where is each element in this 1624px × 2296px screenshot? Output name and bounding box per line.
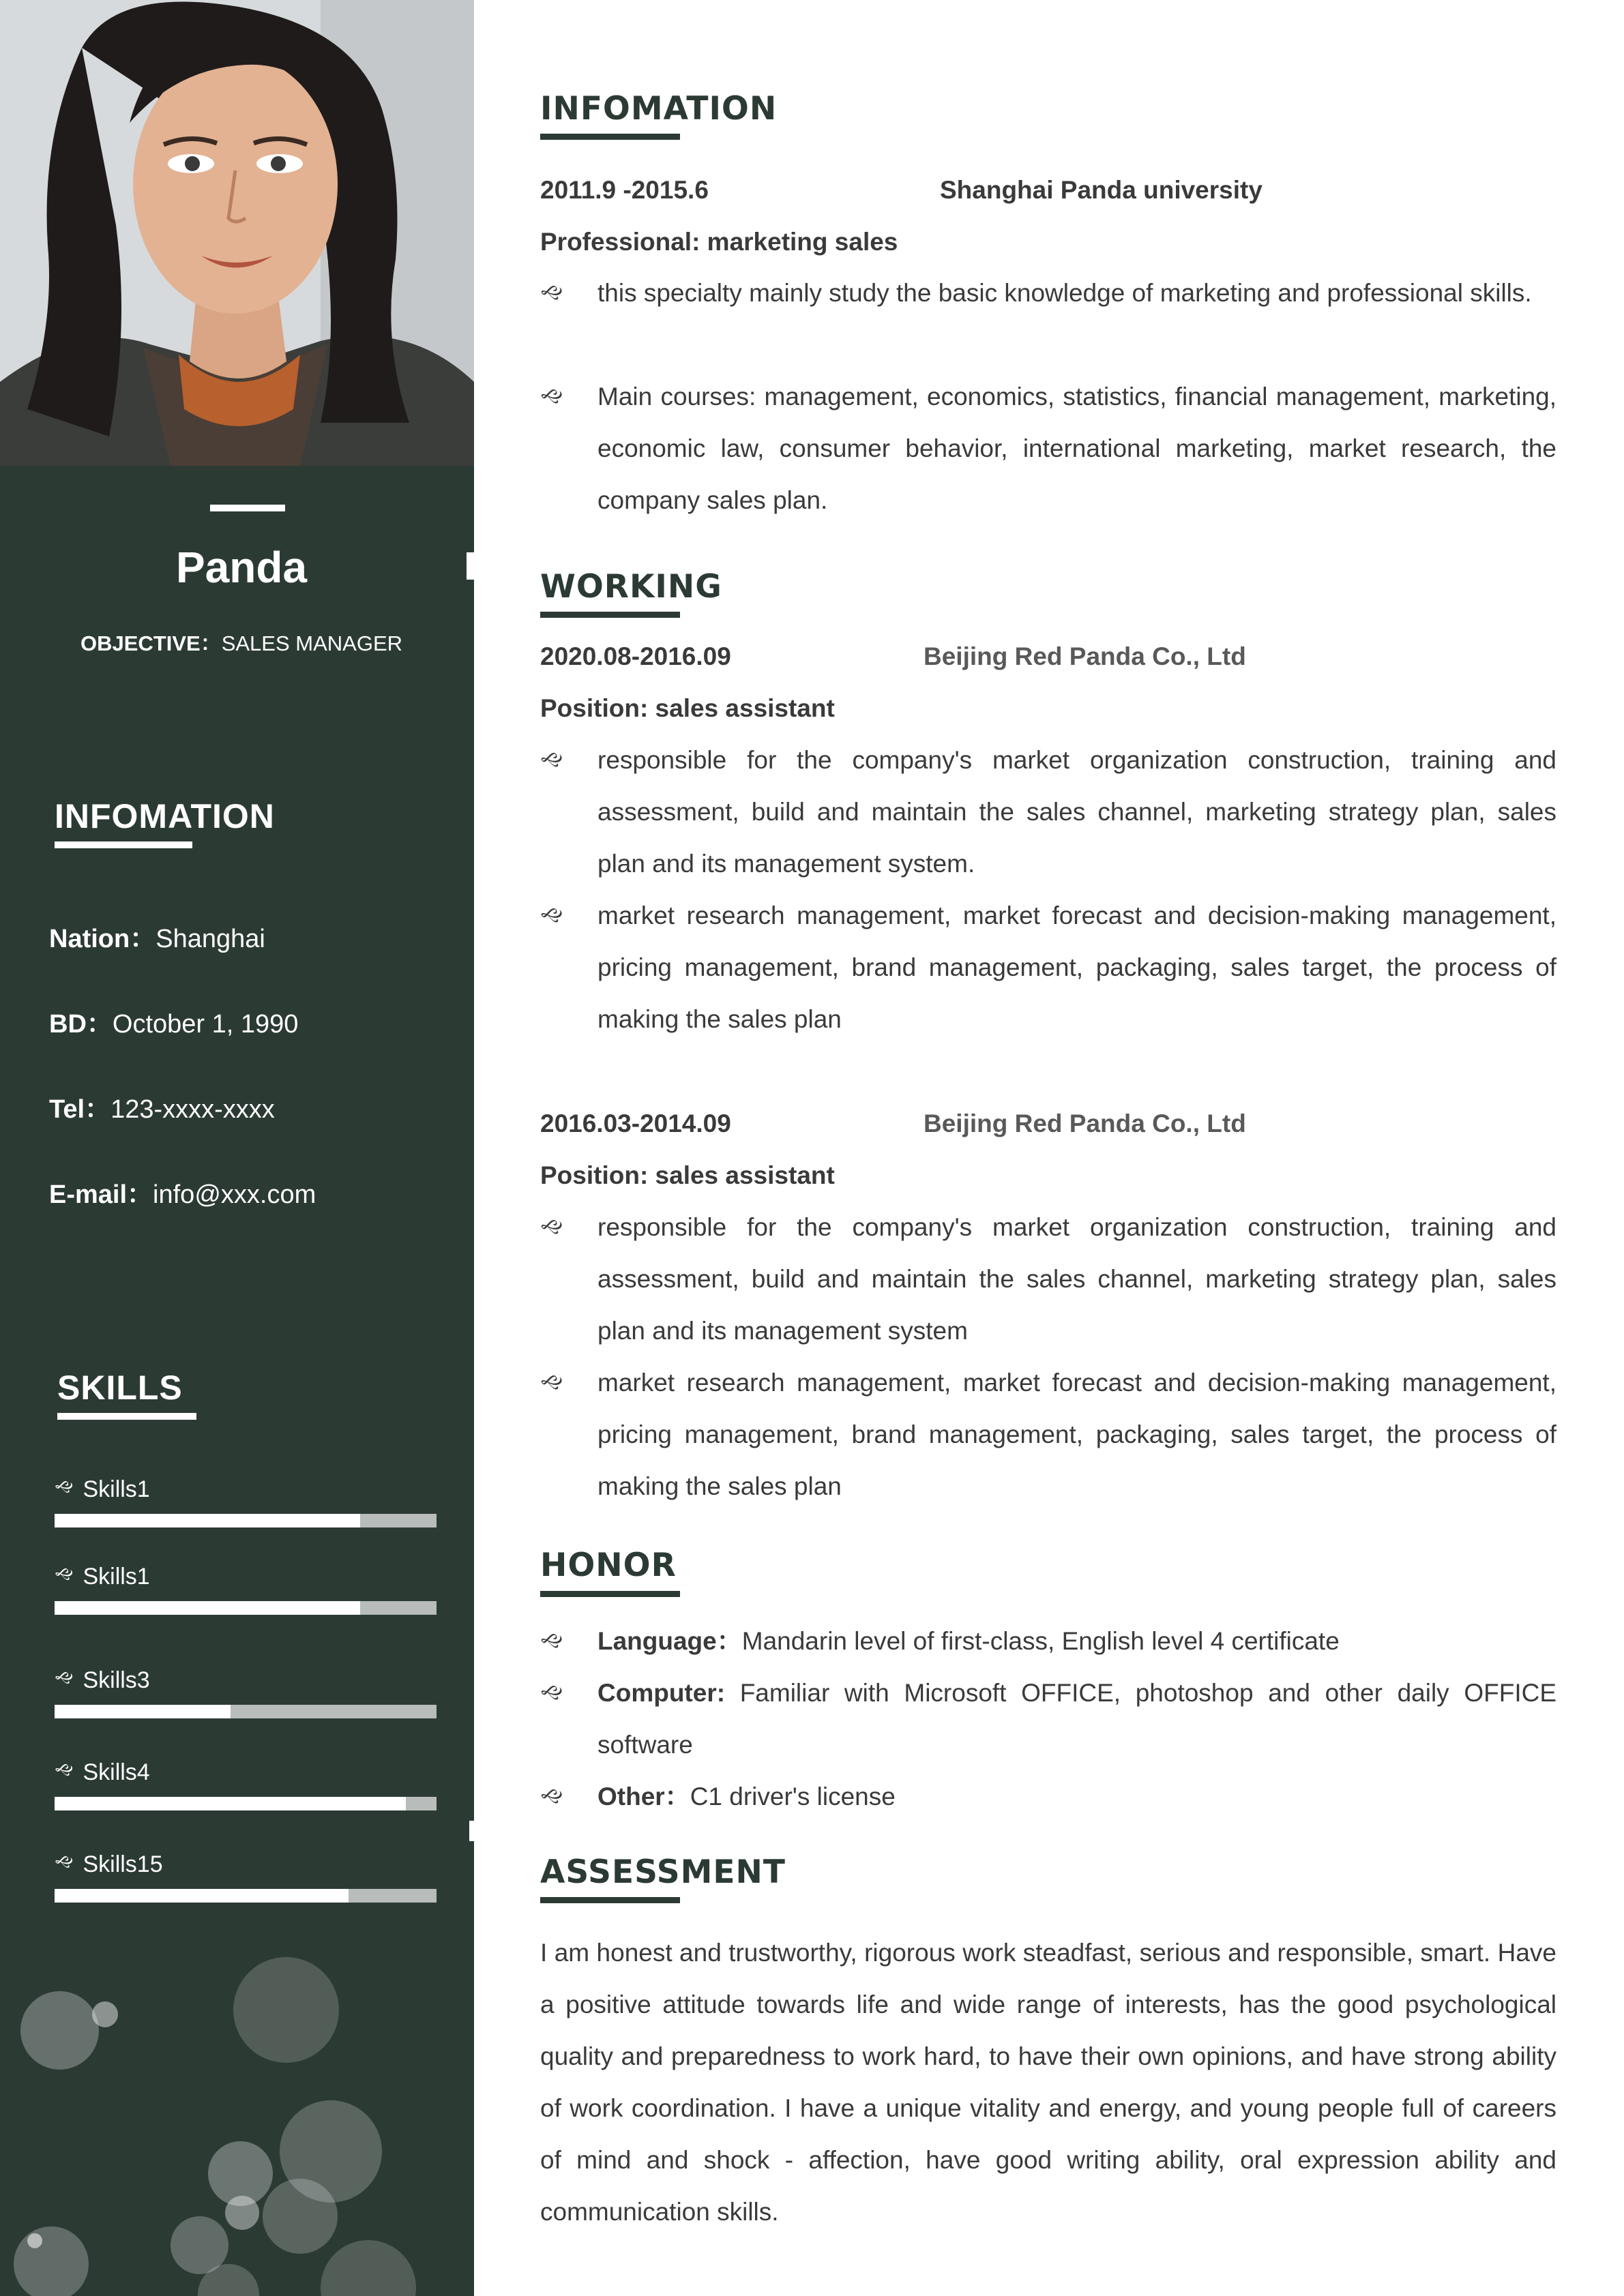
list-item-text: Main courses: management, economics, statistics, financial management, marketing, economic law, consumer behavior, international marketing, market research, the company sales plan. <box>597 383 1556 514</box>
bokeh-circle <box>20 1991 99 2070</box>
bokeh-circle <box>225 2196 259 2230</box>
info-phone <box>49 1088 275 1125</box>
skill-name: Skills3 <box>83 1667 150 1693</box>
info-email <box>49 1173 316 1210</box>
info-label: Nation： <box>49 925 156 953</box>
skill-bar-track <box>55 1889 437 1903</box>
honor-value: Mandarin level of first-class, English level 4 certificate <box>741 1627 1340 1655</box>
bokeh-circle <box>233 1957 339 2063</box>
info-value: info@xxx.com <box>153 1180 316 1209</box>
honor-label: Language： <box>597 1627 742 1655</box>
list-item <box>540 1202 1556 1357</box>
skill-bar-track <box>55 1514 437 1527</box>
skill-bar-track <box>55 1705 437 1718</box>
info-label: Tel： <box>49 1095 111 1124</box>
profile-photo <box>0 0 474 466</box>
info-nation <box>49 917 265 955</box>
list-item-text <box>597 1771 1556 1823</box>
list-item-text: market research management, market forecast and decision-making management, pricing management, brand management, packaging, sales target, the process of making the sales plan <box>597 1369 1556 1500</box>
info-value: 123-xxxx-xxxx <box>110 1095 275 1124</box>
swirl-bullet-icon: 🙙 <box>540 1784 563 1810</box>
education-date: 2011.9 -2015.6 <box>540 176 709 204</box>
swirl-bullet-icon: 🙙 <box>540 1680 563 1706</box>
skill-label <box>55 1756 150 1789</box>
objective-value: SALES MANAGER <box>221 631 403 655</box>
swirl-bullet-icon: 🙙 <box>55 1759 74 1780</box>
job-position: Position: sales assistant <box>540 1161 835 1189</box>
skill-name: Skills4 <box>83 1759 150 1785</box>
objective-line <box>0 626 474 657</box>
list-item <box>540 1667 1556 1771</box>
swirl-bullet-icon: 🙙 <box>540 280 563 306</box>
section-underline <box>540 612 680 618</box>
skill-bar-fill <box>55 1601 360 1615</box>
section-underline <box>540 134 680 140</box>
assessment-text: I am honest and trustworthy, rigorous work steadfast, serious and responsible, smart. Have a positive attitude towards life and wide range of interests, has the good psychological quality and preparedness to work hard, to have their own opinions, and have strong ability of work coordination. I have a unique vitality and energy, and young people full of careers of mind and shock - affection, have good writing ability, oral expression ability and communication skills. <box>540 1939 1556 2226</box>
bokeh-circle <box>27 2233 42 2248</box>
section-title-assessment: ASSESSMENT <box>540 1853 786 1891</box>
honor-value: C1 driver's license <box>690 1783 896 1810</box>
swirl-bullet-icon: 🙙 <box>55 1564 74 1585</box>
bokeh-circle <box>263 2179 338 2254</box>
education-professional: Professional: marketing sales <box>540 228 898 256</box>
job-date: 2016.03-2014.09 <box>540 1109 731 1137</box>
list-item <box>540 1771 1556 1823</box>
swirl-bullet-icon: 🙙 <box>540 384 563 410</box>
list-item <box>540 1615 1556 1667</box>
swirl-bullet-icon: 🙙 <box>540 1628 563 1654</box>
sidebar-info-underline <box>55 841 192 848</box>
info-label: E-mail： <box>49 1180 153 1209</box>
skill-label <box>55 1560 150 1593</box>
bokeh-circle <box>321 2240 416 2296</box>
skill-name: Skills1 <box>83 1563 150 1590</box>
swirl-bullet-icon: 🙙 <box>55 1851 74 1873</box>
info-label: BD： <box>49 1010 113 1039</box>
skill-bar-fill <box>55 1705 231 1718</box>
section-title-education: INFOMATION <box>540 90 778 128</box>
section-title-honor: HONOR <box>540 1547 677 1584</box>
bokeh-circle <box>14 2226 89 2296</box>
skill-name: Skills15 <box>83 1851 163 1877</box>
profile-name: Panda <box>175 543 308 592</box>
list-item <box>540 267 1556 319</box>
list-item-text: responsible for the company's market organization construction, training and assessment, build and maintain the sales channel, marketing strategy plan, sales plan and its management system <box>597 1213 1556 1345</box>
section-underline <box>540 1897 680 1903</box>
sidebar-info-title: INFOMATION <box>55 797 275 835</box>
sidebar-skills-title: SKILLS <box>57 1369 183 1407</box>
swirl-bullet-icon: 🙙 <box>540 747 563 773</box>
skill-bar-track <box>55 1601 437 1615</box>
honor-label: Other： <box>597 1783 690 1810</box>
list-item <box>540 734 1556 890</box>
job-company: Beijing Red Panda Co., Ltd <box>924 642 1246 670</box>
list-item-text: responsible for the company's market organization construction, training and assessment, build and maintain the sales channel, marketing strategy plan, sales plan and its management system. <box>597 746 1556 878</box>
skill-label <box>55 1664 150 1697</box>
list-item-text: this specialty mainly study the basic knowledge of marketing and professional skills. <box>597 279 1532 307</box>
list-item-text <box>597 1615 1556 1667</box>
section-underline <box>540 1591 680 1597</box>
skill-bar-fill <box>55 1797 406 1810</box>
honor-value: Familiar with Microsoft OFFICE, photoshop and other daily OFFICE software <box>597 1679 1556 1759</box>
bokeh-circle <box>92 2001 118 2027</box>
skill-name: Skills1 <box>83 1476 150 1502</box>
skill-label <box>55 1473 150 1506</box>
list-item-text <box>597 1667 1556 1771</box>
swirl-bullet-icon: 🙙 <box>55 1667 74 1688</box>
swirl-bullet-icon: 🙙 <box>540 903 563 929</box>
swirl-bullet-icon: 🙙 <box>540 1370 563 1396</box>
objective-label: OBJECTIVE： <box>80 631 222 655</box>
skill-bar-fill <box>55 1514 360 1527</box>
skill-bar-fill <box>55 1889 349 1903</box>
info-value: Shanghai <box>156 925 265 953</box>
job-company: Beijing Red Panda Co., Ltd <box>924 1109 1246 1137</box>
honor-label: Computer: <box>597 1679 726 1707</box>
name-divider <box>210 505 285 511</box>
list-item <box>540 890 1556 1045</box>
list-item <box>540 371 1556 526</box>
job-date: 2020.08-2016.09 <box>540 642 731 670</box>
education-school: Shanghai Panda university <box>940 176 1263 204</box>
list-item-text: market research management, market forecast and decision-making management, pricing management, brand management, packaging, sales target, the process of making the sales plan <box>597 901 1556 1033</box>
sidebar-skills-underline <box>57 1413 196 1420</box>
swirl-bullet-icon: 🙙 <box>540 1214 563 1240</box>
skill-bar-track <box>55 1797 437 1810</box>
info-value: October 1, 1990 <box>112 1010 299 1039</box>
job-position: Position: sales assistant <box>540 694 835 722</box>
list-item <box>540 1357 1556 1512</box>
section-title-working: WORKING <box>540 568 722 606</box>
edge-marker <box>469 1821 474 1841</box>
sidebar <box>0 0 474 2296</box>
swirl-bullet-icon: 🙙 <box>55 1476 74 1497</box>
skill-label <box>55 1848 163 1881</box>
info-birthdate <box>49 1002 298 1040</box>
